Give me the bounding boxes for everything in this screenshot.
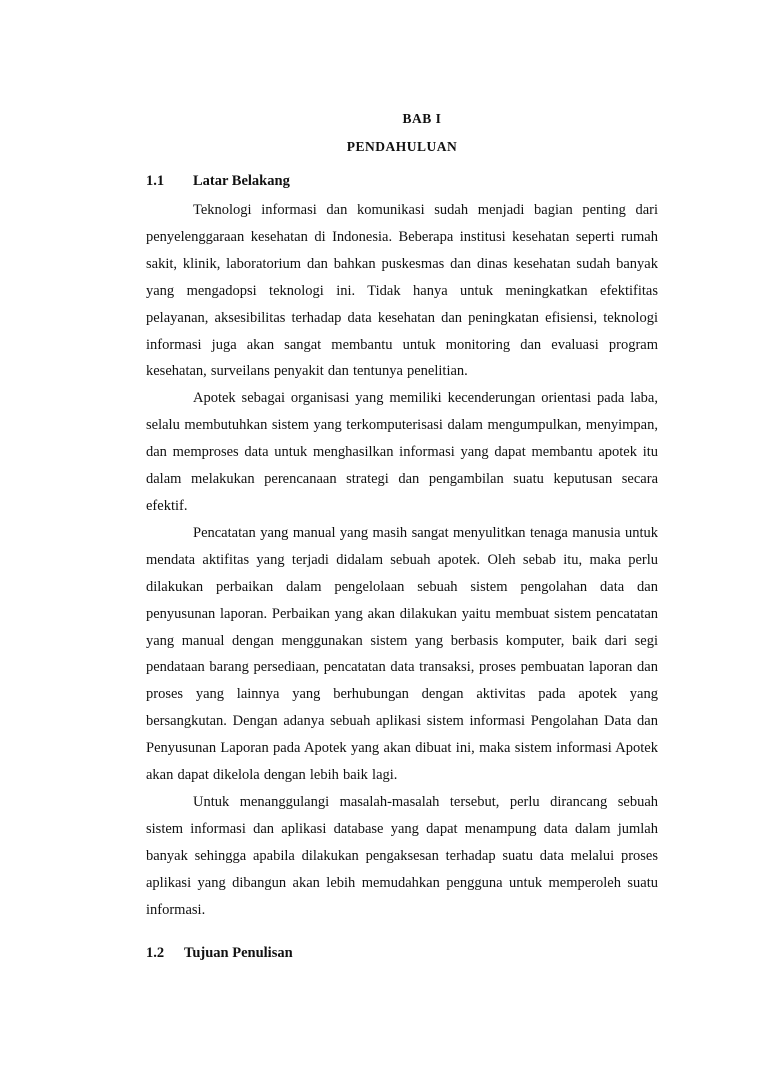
chapter-title: PENDAHULUAN [346, 139, 458, 154]
section-1-body [146, 197, 658, 923]
paragraph-1: Teknologi informasi dan komunikasi sudah menjadi bagian penting dari penyelenggaraan kesehatan di Indonesia. Beberapa institusi kesehatan seperti rumah sakit, klinik, laboratorium dan bahkan puskesmas dan dinas kesehatan sudah banyak yang mengadopsi teknologi ini. Tidak hanya untuk meningkatkan efektifitas pelayanan, aksesibilitas terhadap data kesehatan dan peningkatan efisiensi, teknologi informasi juga akan sangat membantu untuk monitoring dan evaluasi program kesehatan, surveilans penyakit dan tentunya penelitian. [146, 202, 658, 380]
section-2-number: 1.2 [146, 945, 165, 961]
paragraph-3: Pencatatan yang manual yang masih sangat menyulitkan tenaga manusia untuk mendata aktifitas yang terjadi didalam sebuah apotek. Oleh sebab itu, maka perlu dilakukan perbaikan dalam pengelolaan sebuah sistem pengolahan data dan penyusunan laporan. Perbaikan yang akan dilakukan yaitu membuat sistem pencatatan yang manual dengan menggunakan sistem yang berbasis komputer, baik dari segi pendataan barang persediaan, pencatatan data transaksi, proses pembuatan laporan dan proses yang lainnya yang berhubungan dengan aktivitas pada apotek yang bersangkutan. Dengan adanya sebuah aplikasi sistem informasi Pengolahan Data dan Penyusunan Laporan pada Apotek yang akan dibuat ini, maka sistem informasi Apotek akan dapat dikelola dengan lebih baik lagi. [146, 524, 658, 784]
section-1-number: 1.1 [146, 173, 165, 189]
section-2-title: Tujuan Penulisan [184, 945, 293, 961]
paragraph-2: Apotek sebagai organisasi yang memiliki kecenderungan orientasi pada laba, selalu membutuhkan sistem yang terkomputerisasi dalam mengumpulkan, menyimpan, dan memproses data untuk menghasilkan informasi yang dapat membantu apotek itu dalam melakukan perencanaan strategi dan pengambilan suatu keputusan secara efektif. [146, 390, 658, 514]
chapter-number: BAB I [402, 111, 442, 126]
section-1-title: Latar Belakang [193, 173, 290, 189]
paragraph-4: Untuk menanggulangi masalah-masalah tersebut, perlu dirancang sebuah sistem informasi dan aplikasi database yang dapat menampung data dalam jumlah banyak sehingga apabila dilakukan pengaksesan terhadap suatu data melalui proses aplikasi yang dibangun akan lebih memudahkan pengguna untuk memperoleh suatu informasi. [146, 793, 658, 918]
